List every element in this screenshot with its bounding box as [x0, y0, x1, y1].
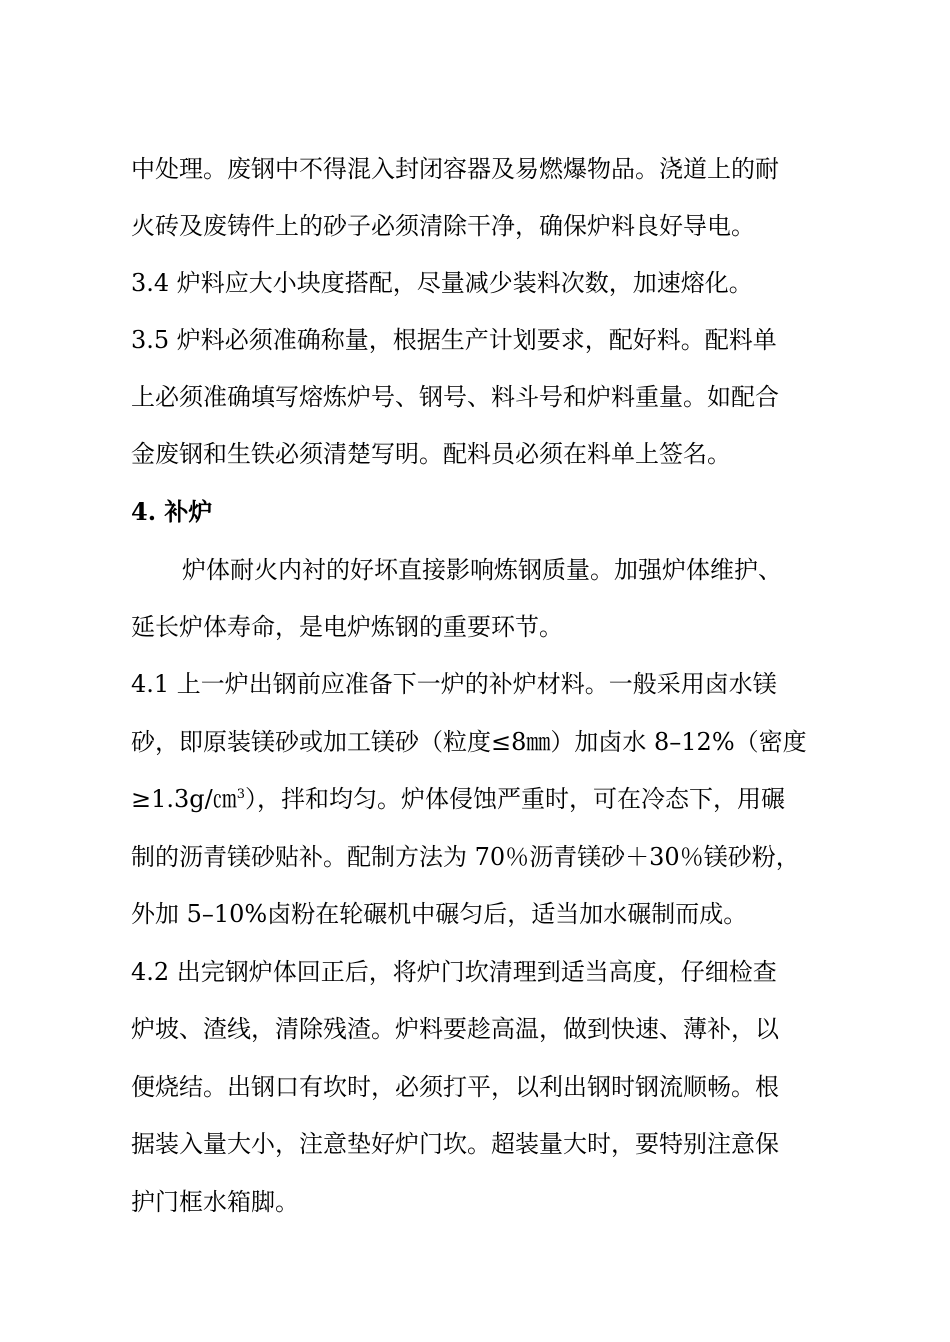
density-value: ≥1.3g/㎝ [131, 785, 237, 813]
text-line-6: 金废钢和生铁必须清楚写明。配料员必须在料单上签名。 [131, 440, 731, 468]
text-line-11: 砂，即原装镁砂或加工镁砂（粒度≤8㎜）加卤水 8–12%（密度 [131, 728, 807, 756]
text-line-18: 据装入量大小，注意垫好炉门坎。超装量大时，要特别注意保 [131, 1130, 779, 1158]
text-line-9: 延长炉体寿命，是电炉炼钢的重要环节。 [131, 613, 563, 641]
text-line-4: 3.5 炉料必须准确称量，根据生产计划要求，配好料。配料单 [131, 326, 777, 354]
text-line-8: 炉体耐火内衬的好坏直接影响炼钢质量。加强炉体维护、 [182, 556, 782, 584]
text-line-12 [131, 784, 785, 814]
superscript-cubed: 3 [236, 787, 246, 802]
text-line-2: 火砖及废铸件上的砂子必须清除干净，确保炉料良好导电。 [131, 212, 755, 240]
text-line-1: 中处理。废钢中不得混入封闭容器及易燃爆物品。浇道上的耐 [131, 155, 779, 183]
text-line-5: 上必须准确填写熔炼炉号、钢号、料斗号和炉料重量。如配合 [131, 383, 779, 411]
text-line-19: 护门框水箱脚。 [131, 1188, 299, 1216]
text-line-17: 便烧结。出钢口有坎时，必须打平，以利出钢时钢流顺畅。根 [131, 1073, 779, 1101]
text-line-14: 外加 5–10%卤粉在轮碾机中碾匀后，适当加水碾制而成。 [131, 900, 748, 928]
text-line-13: 制的沥青镁砂贴补。配制方法为 70％沥青镁砂＋30％镁砂粉， [131, 843, 800, 871]
text-line-3: 3.4 炉料应大小块度搭配，尽量减少装料次数，加速熔化。 [131, 269, 753, 297]
text-line-15: 4.2 出完钢炉体回正后，将炉门坎清理到适当高度，仔细检查 [131, 958, 777, 986]
text-line-16: 炉坡、渣线，清除残渣。炉料要趁高温，做到快速、薄补，以 [131, 1015, 779, 1043]
section-heading: 4. 补炉 [131, 497, 213, 526]
text-line-12-rest: ），拌和均匀。炉体侵蚀严重时，可在冷态下，用碾 [245, 785, 786, 813]
text-line-10: 4.1 上一炉出钢前应准备下一炉的补炉材料。一般采用卤水镁 [131, 670, 777, 698]
